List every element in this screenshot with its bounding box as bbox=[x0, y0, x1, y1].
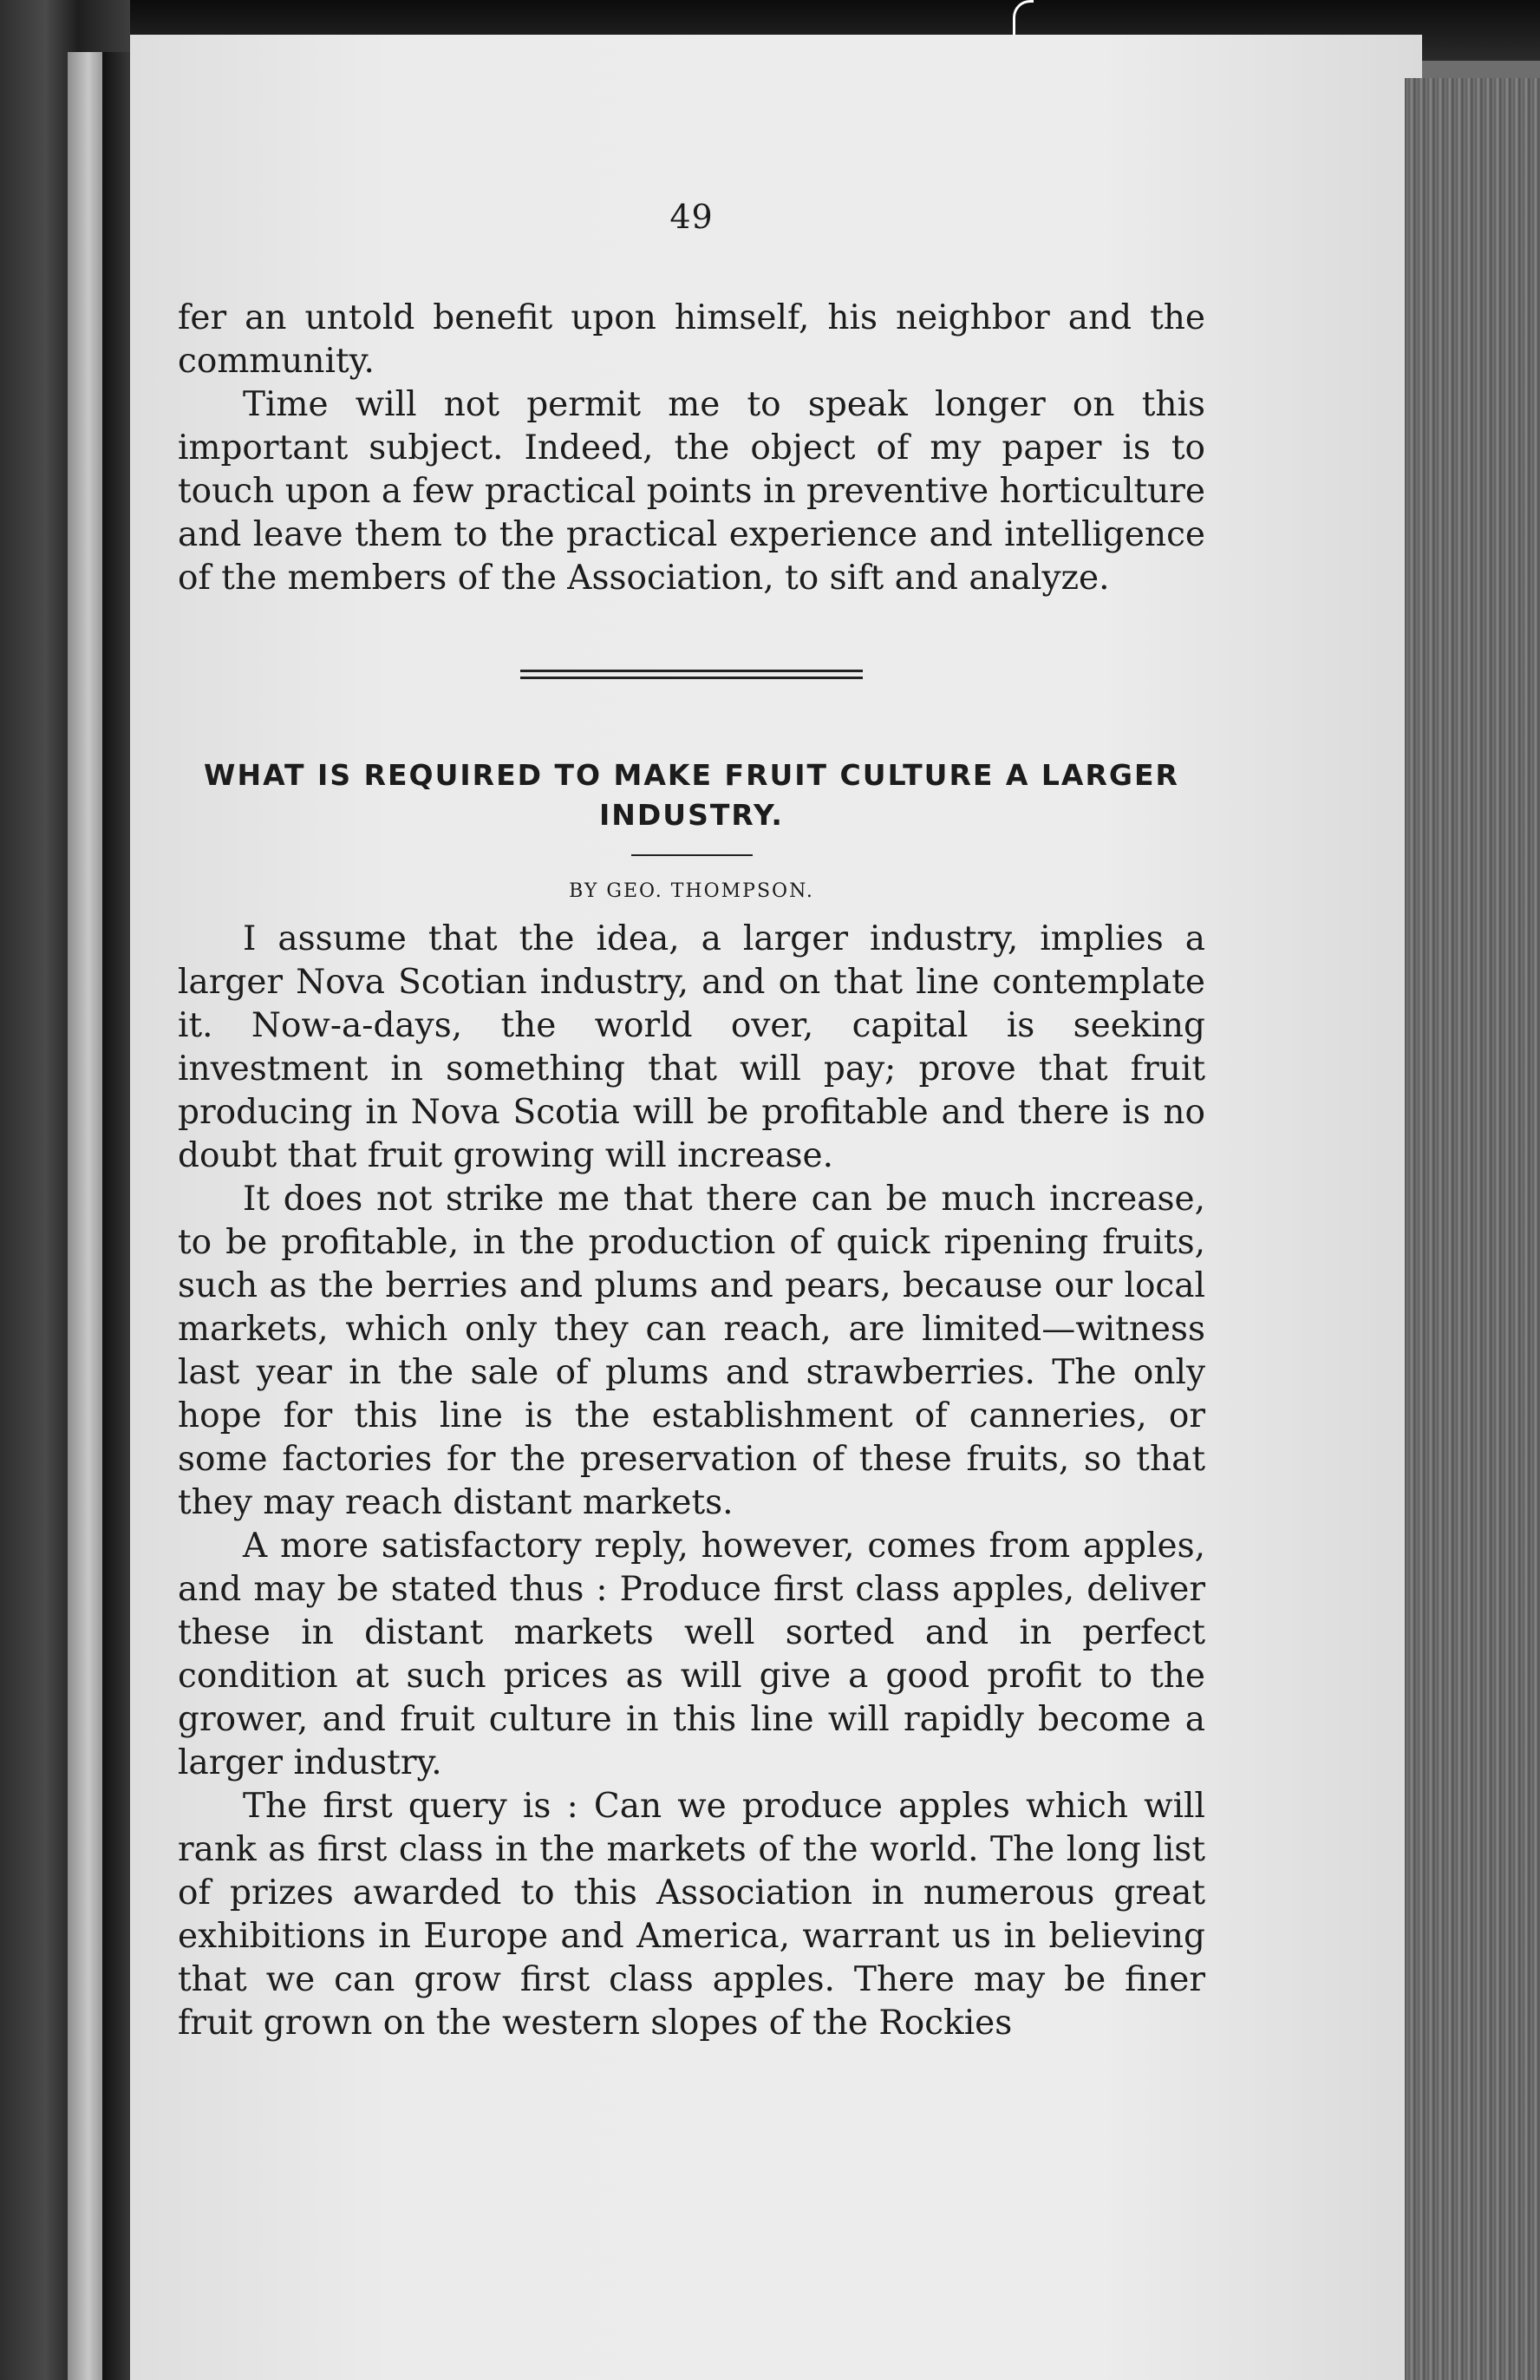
paragraph-continued: fer an untold benefit upon himself, his neighbor and the community. bbox=[178, 298, 1205, 381]
page-stack-edge bbox=[1405, 78, 1540, 2380]
section-divider bbox=[520, 670, 863, 679]
article-paragraph-1: I assume that the idea, a larger industry, implies a larger Nova Scotian industry, and on that line contemplate it. Now-a-days, the world over, capital is seeking investment in something that will pay; prove that fruit producing in Nova Scotia will be profitable and there is no doubt that fruit growing will increase. bbox=[178, 919, 1205, 1175]
article-byline: BY GEO. THOMPSON. bbox=[569, 880, 814, 902]
article-paragraph-3: A more satisfactory reply, however, comes from apples, and may be stated thus : Produce first class apples, deliver these in distant markets well sorted and in perfect condition at such prices as will give a good profit to the grower, and fruit culture in this line will rapidly become a larger industry. bbox=[178, 1527, 1205, 1782]
title-rule bbox=[631, 854, 753, 856]
article-paragraph-2: It does not strike me that there can be much increase, to be profitable, in the production of quick ripening fruits, such as the berries and plums and pears, because our local markets, which only they can reach, are limited—witness last year in the sale of plums and strawberries. The only hope for this line is the establishment of canneries, or some factories for the preservation of these fruits, so that they may reach distant markets. bbox=[178, 1180, 1205, 1522]
article-title: WHAT IS REQUIRED TO MAKE FRUIT CULTURE A LARGER INDUSTRY. bbox=[204, 758, 1179, 832]
facing-page-edge bbox=[68, 52, 102, 2380]
page-content bbox=[178, 198, 1205, 2045]
article-paragraph-4: The first query is : Can we produce apples which will rank as first class in the markets of the world. The long list of prizes awarded to this Association in numerous great exhibitions in Europe and America, warrant us in believing that we can grow first class apples. There may be finer fruit grown on the western slopes of the Rockies bbox=[178, 1787, 1205, 2043]
paragraph-closing: Time will not permit me to speak longer on this important subject. Indeed, the object of my paper is to touch upon a few practical points in preventive horticulture and leave them to the practical experience and intelligence of the members of the Association, to sift and analyze. bbox=[178, 385, 1205, 598]
book-gutter bbox=[102, 52, 132, 2380]
page-number: 49 bbox=[669, 198, 714, 236]
